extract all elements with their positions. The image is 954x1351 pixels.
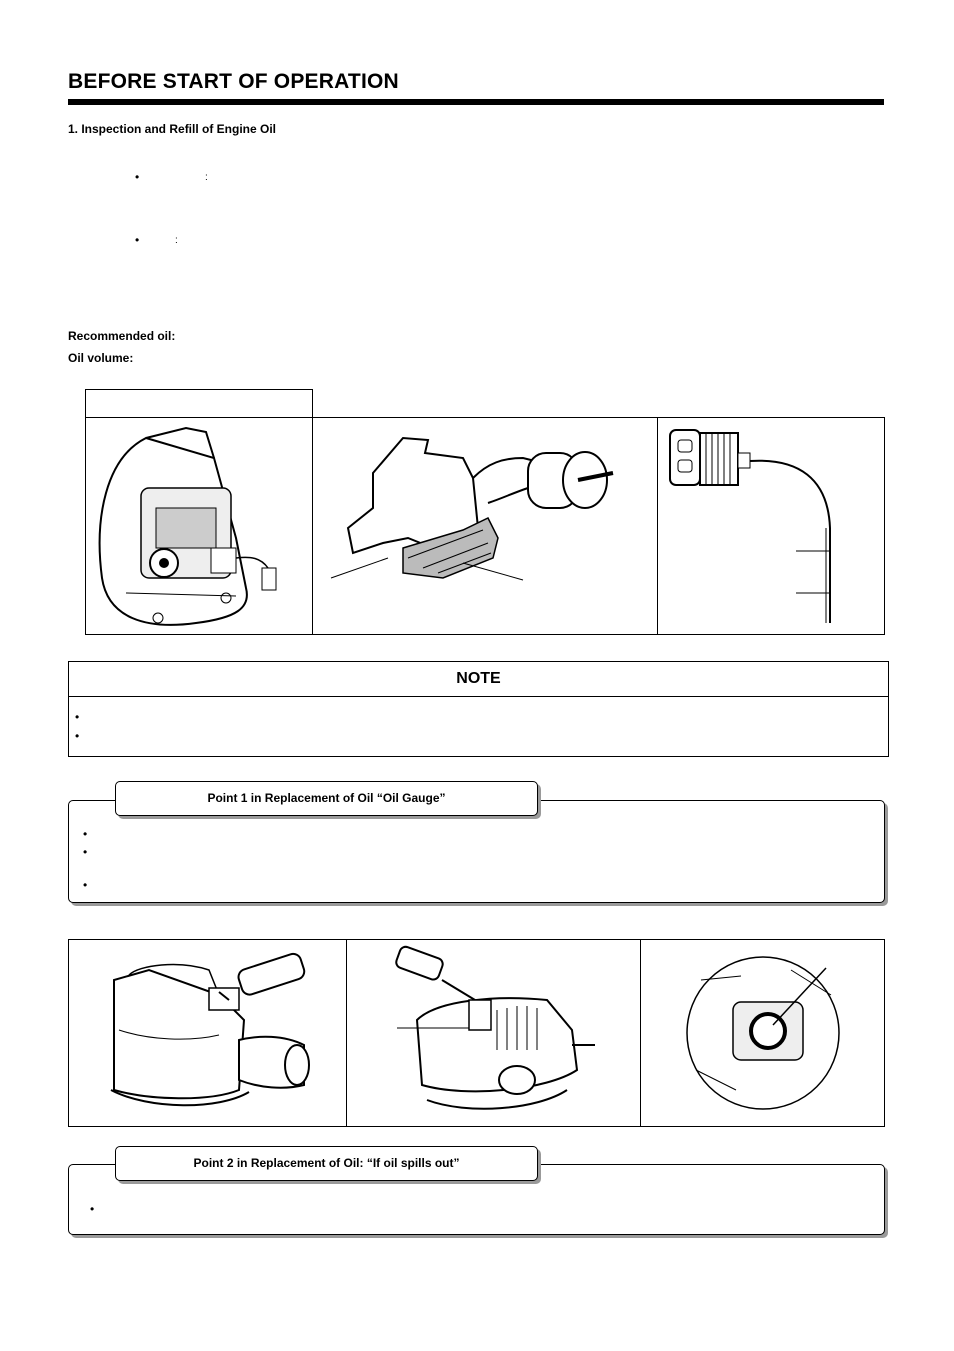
figure-caption-cell: [85, 389, 313, 418]
point1-bullet-1: •: [83, 827, 88, 841]
bullet-1: •: [135, 170, 140, 184]
page-title: BEFORE START OF OPERATION: [68, 70, 399, 93]
bullet-2: •: [135, 233, 140, 247]
note-bullet-1: •: [75, 710, 80, 724]
oil-tank-cutaway-icon: [313, 418, 657, 634]
section-title: 1. Inspection and Refill of Engine Oil: [68, 122, 277, 136]
oil-refill-side-icon: [347, 940, 640, 1126]
point2-bullet-1: •: [90, 1202, 95, 1216]
figure-cell-2: [312, 417, 658, 635]
figure-cell-5: [346, 939, 641, 1127]
point2-title: Point 2 in Replacement of Oil: “If oil spills out”: [115, 1146, 538, 1181]
point1-bullet-3: •: [83, 878, 88, 892]
recommended-oil-label: Recommended oil:: [68, 329, 176, 343]
oil-cap-dipstick-icon: [658, 418, 884, 634]
title-rule: [68, 99, 884, 105]
note-heading: NOTE: [68, 661, 889, 697]
oil-level-window-icon: [641, 940, 884, 1126]
figure-cell-3: [657, 417, 885, 635]
note-body: [68, 696, 889, 757]
oil-refill-bottle-icon: [69, 940, 346, 1126]
colon-1: :: [205, 172, 208, 183]
oil-volume-label: Oil volume:: [68, 351, 134, 365]
figure-cell-6: [640, 939, 885, 1127]
figure-cell-4: [68, 939, 347, 1127]
note-bullet-2: •: [75, 729, 80, 743]
blower-engine-icon: [86, 418, 312, 634]
figure-cell-1: [85, 417, 313, 635]
point1-title: Point 1 in Replacement of Oil “Oil Gauge”: [115, 781, 538, 816]
point1-bullet-2: •: [83, 845, 88, 859]
colon-2: :: [175, 235, 178, 246]
